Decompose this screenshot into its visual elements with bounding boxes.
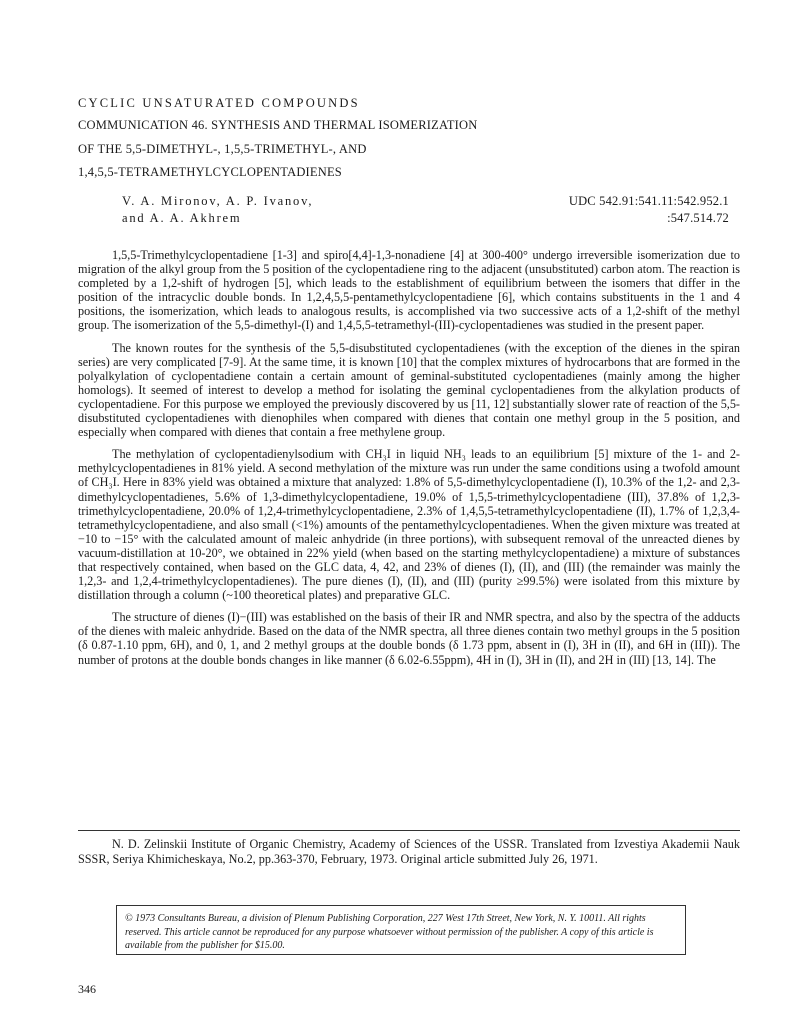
copyright-text: © 1973 Consultants Bureau, a division of Plenum Publishing Corporation, 227 West 17th Street, New York, N. Y. 10011. All rights reserved. This article cannot be reproduced for any purpose whatsoever without permission of the publisher. A copy of this article is available from the publisher for $15.00. — [125, 913, 654, 951]
copyright-box — [116, 905, 686, 955]
udc-line-1: UDC 542.91:541.11:542.952.1 — [568, 194, 729, 208]
page-number: 346 — [78, 982, 96, 996]
article-body — [78, 248, 740, 675]
body-paragraph-2: The known routes for the synthesis of the 5,5-disubstituted cyclopentadienes (with the exception of the dienes in the spiran series) are very complicated [7-9]. At the same time, it is known [10] that the complex mixtures of hydrocarbons that are formed in the polyalkylation of cyclopentadiene contain a certain amount of geminal-substituted cyclopentadienes (mainly among the higher homologs). It seemed of interest to develop a method for isolating the geminal cyclopentadienes from the alkylation products of cyclopentadiene. For this purpose we employed the previously discovered by us [11, 12] substantially slower rate of reaction of the 5,5-disubstituted cyclopentadienes with dienophiles when compared with dienes that contain one methyl group in the 5 position, and especially when compared with dienes that contain a free methylene group. — [78, 340, 740, 440]
footnote-divider — [78, 830, 740, 831]
body-paragraph-4: The structure of dienes (I)−(III) was established on the basis of their IR and NMR spectra, and also by the spectra of the adducts of the dienes with maleic anhydride. Based on the data of the NMR spectra, all three dienes contain two methyl groups in the 5 position (δ 0.87-1.10 ppm, 6H), and 0, 1, and 2 methyl groups at the double bonds (δ 1.73 ppm, absent in (I), 3H in (II), and 6H in (III)). The number of protons at the double bonds changes in like manner (δ 6.02-6.55ppm), 4H in (I), 3H in (II), and 2H in (III) [13, 14]. The — [78, 610, 740, 667]
affiliation-text: N. D. Zelinskii Institute of Organic Chemistry, Academy of Sciences of the USSR. Translated from Izvestiya Akademii Nauk SSSR, Seriya Khimicheskaya, No.2, pp.363-370, February, 1973. Original article submitted July 26, 1971. — [78, 837, 740, 866]
article-title-line-3: 1,4,5,5-TETRAMETHYLCYCLOPENTADIENES — [78, 165, 342, 179]
article-title-line-1: COMMUNICATION 46. SYNTHESIS AND THERMAL ISOMERIZATION — [78, 118, 478, 132]
author-line-1: V. A. Mironov, A. P. Ivanov, — [122, 194, 314, 208]
author-line-2: and A. A. Akhrem — [122, 211, 242, 225]
udc-classification — [569, 193, 729, 227]
affiliation-note — [78, 837, 740, 866]
series-title: CYCLIC UNSATURATED COMPOUNDS — [78, 96, 360, 110]
author-list — [122, 193, 313, 227]
article-title-line-2: OF THE 5,5-DIMETHYL-, 1,5,5-TRIMETHYL-, AND — [78, 142, 367, 156]
body-paragraph-1: 1,5,5-Trimethylcyclopentadiene [1-3] and spiro[4,4]-1,3-nonadiene [4] at 300-400° undergo irreversible isomerization due to migration of the alkyl group from the 5 position of the cyclopentadiene ring to the adjacent (unsubstituted) carbon atom. The reaction is completed by a 1,2-shift of hydrogen [5], which leads to the establishment of equilibrium between the isomers that differ in the position of the intracyclic double bonds. In 1,2,4,5,5-pentamethylcyclopentadiene [6], which contains substituents in the 1 and 4 positions, the isomerization, which leads to analogous results, is accomplished via two successive acts of a 1,2-shift of the methyl group. The isomerization of the 5,5-dimethyl-(I) and 1,4,5,5-tetramethyl-(III)-cyclopentadienes was studied in the present paper. — [78, 248, 740, 333]
udc-line-2: :547.514.72 — [667, 211, 729, 225]
body-paragraph-3: The methylation of cyclopentadienylsodium with CH₃I in liquid NH₃ leads to an equilibrium [5] mixture of the 1- and 2-methylcyclopentadienes in 81% yield. A second methylation of the mixture was run under the same conditions using a twofold amount of CH₃I. Here in 83% yield was obtained a mixture that analyzed: 1.8% of 5,5-dimethylcyclopentadiene (I), 10.3% of the 1,2- and 2,3-dimethylcyclopentadienes, 5.6% of 1,3-dimethylcyclopentadiene, 19.0% of 1,5,5-trimethylcyclopentadiene (III), 37.8% of 1,2,3-trimethylcyclopentadiene, 20.0% of 1,2,4-trimethylcyclopentadiene, 2.3% of 1,4,5,5-tetramethylcyclopentadiene (II), 1.7% of 1,2,3,4-tetramethylcyclopentadiene, and also small (<1%) amounts of the pentamethylcyclopentadienes. When the given mixture was treated at −10 to −15° with the calculated amount of maleic anhydride (in three portions), with subsequent removal of the unreacted dienes by vacuum-distillation at 10-20°, we obtained in 22% yield (when based on the starting methylcyclopentadiene) a mixture of substances that respectively contained, when based on the GLC data, 4, 42, and 23% of dienes (I), (II), and (III) (the remainder was mainly the 1,2,3- and 1,2,4-trimethylcyclopentadienes). The pure dienes (I), (II), and (III) (purity ≥99.5%) were isolated from this mixture by distillation through a column (~100 theoretical plates) and preparative GLC. — [78, 447, 740, 603]
